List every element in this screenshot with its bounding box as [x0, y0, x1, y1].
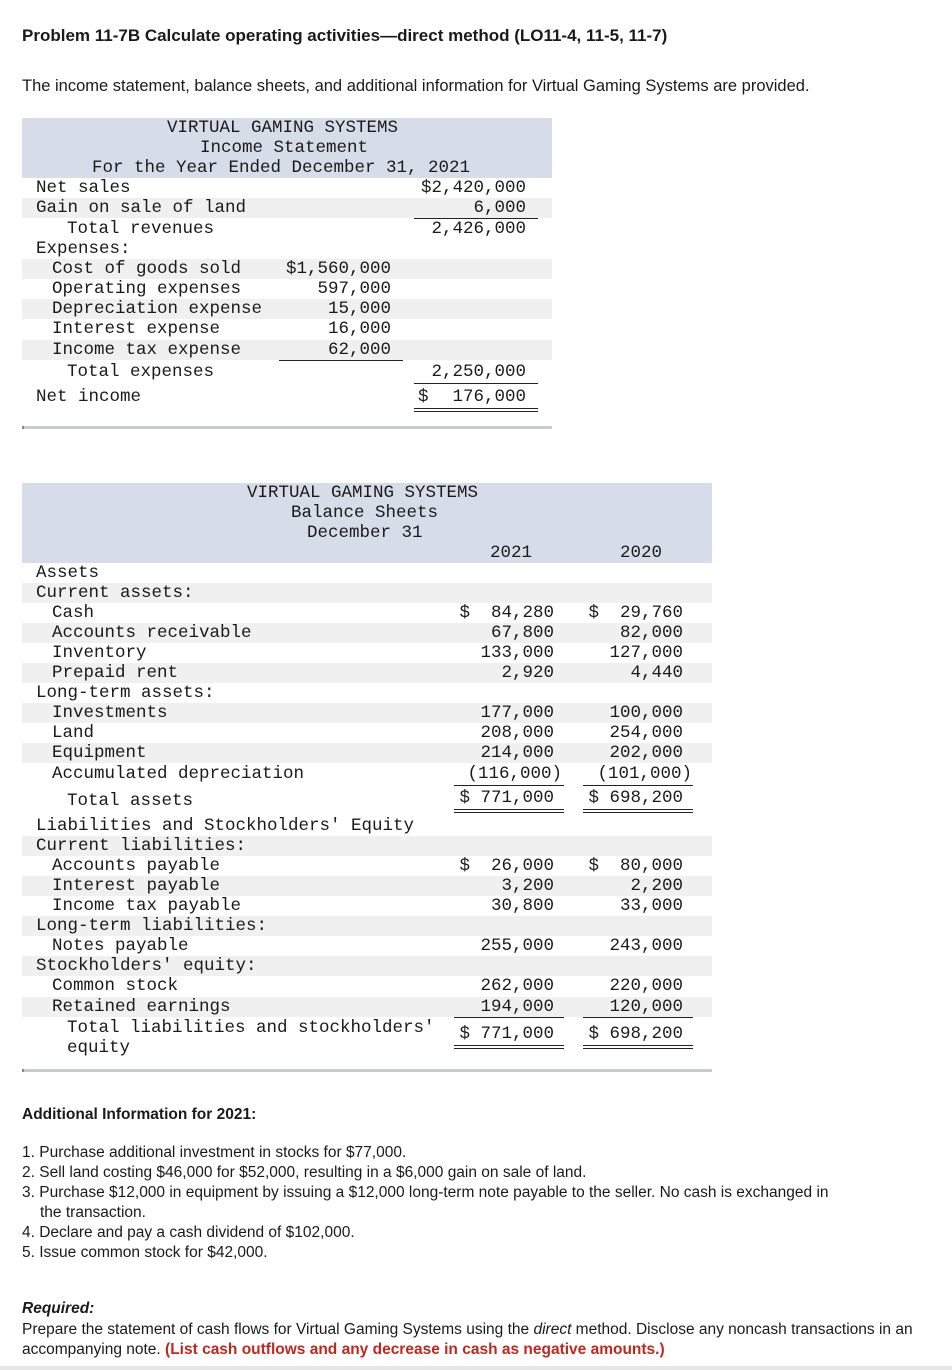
value-2020: $ 698,200: [588, 1024, 683, 1044]
info-item-3: 3. Purchase $12,000 in equipment by issuing a $12,000 long-term note payable to the seller. No cash is exchanged in: [22, 1184, 829, 1201]
label: Accounts receivable: [52, 623, 252, 643]
info-item-3-cont: the transaction.: [40, 1204, 146, 1221]
label: Expenses:: [36, 239, 131, 259]
bs-row-liabilities-equity: [22, 816, 712, 836]
label: Interest expense: [52, 319, 221, 339]
bs-row-equipment: [22, 743, 712, 763]
label: Interest payable: [52, 876, 221, 896]
value-2020: 220,000: [609, 976, 683, 996]
value-2020: 243,000: [609, 936, 683, 956]
value-2021: $ 26,000: [459, 856, 554, 876]
value-2020: 202,000: [609, 743, 683, 763]
bs-row-interest-payable: [22, 876, 712, 896]
bs-row-stockholders-equity: [22, 956, 712, 976]
is-row-net-sales: [22, 178, 552, 198]
dollar-sign: $: [418, 387, 429, 407]
double-underline-1: [454, 1045, 564, 1046]
bs-company: VIRTUAL GAMING SYSTEMS: [247, 483, 479, 503]
table-bottom-rule: [22, 1069, 712, 1072]
is-row-expenses: [22, 239, 552, 259]
col-header-2020: 2020: [619, 543, 662, 563]
label: Total revenues: [67, 219, 215, 239]
is-company: VIRTUAL GAMING SYSTEMS: [167, 118, 399, 138]
info-item-4: 4. Declare and pay a cash dividend of $102,000.: [22, 1224, 355, 1241]
col-header-2021: 2021: [489, 543, 532, 563]
double-underline-1: [583, 809, 693, 810]
is-row-net-income: [22, 387, 552, 407]
bs-row-cash: [22, 603, 712, 623]
value-2021: 30,800: [490, 896, 554, 916]
bottom-edge: [0, 1366, 952, 1370]
value: 176,000: [452, 387, 526, 407]
info-item-5: 5. Issue common stock for $42,000.: [22, 1244, 268, 1261]
double-underline-2: [414, 411, 538, 412]
label: Prepaid rent: [52, 663, 179, 683]
info-item-1: 1. Purchase additional investment in stocks for $77,000.: [22, 1144, 407, 1161]
bs-row-investments: [22, 703, 712, 723]
label: Liabilities and Stockholders' Equity: [36, 816, 415, 836]
value: 597,000: [317, 279, 391, 299]
value-2021: 2,920: [501, 663, 554, 683]
value: 2,426,000: [431, 219, 526, 239]
value-2021: 67,800: [490, 623, 554, 643]
value-2021: 3,200: [501, 876, 554, 896]
bs-row-retained-earnings: [22, 997, 712, 1017]
label: Current assets:: [36, 583, 194, 603]
bs-row-land: [22, 723, 712, 743]
label: Investments: [52, 703, 168, 723]
label: Gain on sale of land: [36, 198, 247, 218]
label: Operating expenses: [52, 279, 242, 299]
label-line-2: equity: [67, 1038, 131, 1058]
balance-sheet-table: [22, 483, 712, 1078]
bs-statement-name: Balance Sheets: [291, 503, 439, 523]
underline: [583, 785, 693, 786]
label: Long-term liabilities:: [36, 916, 268, 936]
is-row-total-expenses: [22, 362, 552, 382]
double-underline-2: [583, 812, 693, 813]
required-text: [22, 1320, 932, 1360]
bs-row-total-liabilities-equity: [22, 1018, 712, 1060]
bs-row-long-term-assets: [22, 683, 712, 703]
double-underline-1: [583, 1045, 693, 1046]
info-item-2: 2. Sell land costing $46,000 for $52,000, resulting in a $6,000 gain on sale of land.: [22, 1164, 587, 1181]
value-2021: (116,000): [467, 764, 562, 784]
label: Income tax payable: [52, 896, 242, 916]
bs-row-current-liabilities: [22, 836, 712, 856]
value-2021: $ 771,000: [459, 788, 554, 808]
label: Total expenses: [67, 362, 215, 382]
is-row-total-revenues: [22, 219, 552, 239]
table-bottom-rule: [22, 426, 552, 429]
is-row-income-tax: [22, 340, 552, 360]
label: Accounts payable: [52, 856, 221, 876]
value-2020: 127,000: [609, 643, 683, 663]
value: 6,000: [473, 198, 526, 218]
value-2021: 177,000: [480, 703, 554, 723]
value-2020: 4,440: [630, 663, 683, 683]
label: Equipment: [52, 743, 147, 763]
label: Accumulated depreciation: [52, 764, 305, 784]
bs-row-total-assets: [22, 788, 712, 811]
bs-row-current-assets: [22, 583, 712, 603]
value: 62,000: [327, 340, 391, 360]
value-2020: 254,000: [609, 723, 683, 743]
problem-title: Problem 11-7B Calculate operating activities—direct method (LO11-4, 11-5, 11-7): [22, 26, 668, 45]
required-title: Required:: [22, 1300, 95, 1317]
label: Notes payable: [52, 936, 189, 956]
value-2021: 133,000: [480, 643, 554, 663]
underline: [279, 360, 403, 361]
label: Depreciation expense: [52, 299, 263, 319]
value: 2,250,000: [431, 362, 526, 382]
required-text-italic: direct: [533, 1321, 572, 1338]
label: Net sales: [36, 178, 131, 198]
label: Net income: [36, 387, 142, 407]
label: Long-term assets:: [36, 683, 215, 703]
problem-intro: The income statement, balance sheets, and additional information for Virtual Gaming Systems are provided.: [22, 77, 810, 95]
value: $1,560,000: [285, 259, 391, 279]
required-instruction: (List cash outflows and any decrease in cash as negative amounts.): [165, 1341, 665, 1358]
bs-row-notes-payable: [22, 936, 712, 956]
value-2021: $ 771,000: [459, 1024, 554, 1044]
value-2020: 120,000: [609, 997, 683, 1017]
bs-row-accumulated-depreciation: [22, 764, 712, 784]
label: Cash: [52, 603, 95, 623]
value-2021: 208,000: [480, 723, 554, 743]
label: Total assets: [67, 791, 194, 811]
label: Stockholders' equity:: [36, 956, 257, 976]
value: $2,420,000: [420, 178, 526, 198]
value-2020: 82,000: [619, 623, 683, 643]
underline: [454, 785, 564, 786]
is-statement-name: Income Statement: [200, 138, 369, 158]
label-line-1: Total liabilities and stockholders': [67, 1018, 435, 1038]
bs-date: December 31: [307, 523, 423, 543]
value-2020: $ 80,000: [588, 856, 683, 876]
is-row-opex: [22, 279, 552, 299]
is-row-cogs: [22, 259, 552, 279]
value: 16,000: [327, 319, 391, 339]
is-row-gain: [22, 198, 552, 218]
value-2020: 2,200: [630, 876, 683, 896]
bs-row-accounts-receivable: [22, 623, 712, 643]
is-row-interest: [22, 319, 552, 339]
value-2020: 100,000: [609, 703, 683, 723]
label: Income tax expense: [52, 340, 242, 360]
label: Assets: [36, 563, 100, 583]
value-2021: 194,000: [480, 997, 554, 1017]
value-2021: 214,000: [480, 743, 554, 763]
label: Inventory: [52, 643, 147, 663]
label: Current liabilities:: [36, 836, 247, 856]
double-underline-2: [583, 1048, 693, 1049]
label: Land: [52, 723, 95, 743]
bs-row-accounts-payable: [22, 856, 712, 876]
bs-row-inventory: [22, 643, 712, 663]
bs-row-income-tax-payable: [22, 896, 712, 916]
double-underline-1: [454, 809, 564, 810]
income-statement-table: [22, 118, 552, 432]
bs-row-common-stock: [22, 976, 712, 996]
is-period: For the Year Ended December 31, 2021: [92, 158, 471, 178]
underline: [414, 383, 538, 384]
is-row-depreciation: [22, 299, 552, 319]
label: Retained earnings: [52, 997, 231, 1017]
additional-info-title: Additional Information for 2021:: [22, 1106, 257, 1123]
double-underline-1: [414, 408, 538, 409]
label: Common stock: [52, 976, 179, 996]
label: Cost of goods sold: [52, 259, 242, 279]
double-underline-2: [454, 1048, 564, 1049]
value-2020: $ 29,760: [588, 603, 683, 623]
value-2021: 262,000: [480, 976, 554, 996]
value-2020: $ 698,200: [588, 788, 683, 808]
bs-row-long-term-liabilities: [22, 916, 712, 936]
value: 15,000: [327, 299, 391, 319]
bs-row-prepaid-rent: [22, 663, 712, 683]
double-underline-2: [454, 812, 564, 813]
value-2020: (101,000): [597, 764, 692, 784]
bs-row-assets: [22, 563, 712, 583]
required-text-part-1: Prepare the statement of cash flows for Virtual Gaming Systems using the: [22, 1321, 534, 1338]
value-2021: $ 84,280: [459, 603, 554, 623]
value-2021: 255,000: [480, 936, 554, 956]
required-text-part-2: method. Disclose any noncash transactions in an accompanying note.: [22, 1321, 913, 1358]
value-2020: 33,000: [619, 896, 683, 916]
